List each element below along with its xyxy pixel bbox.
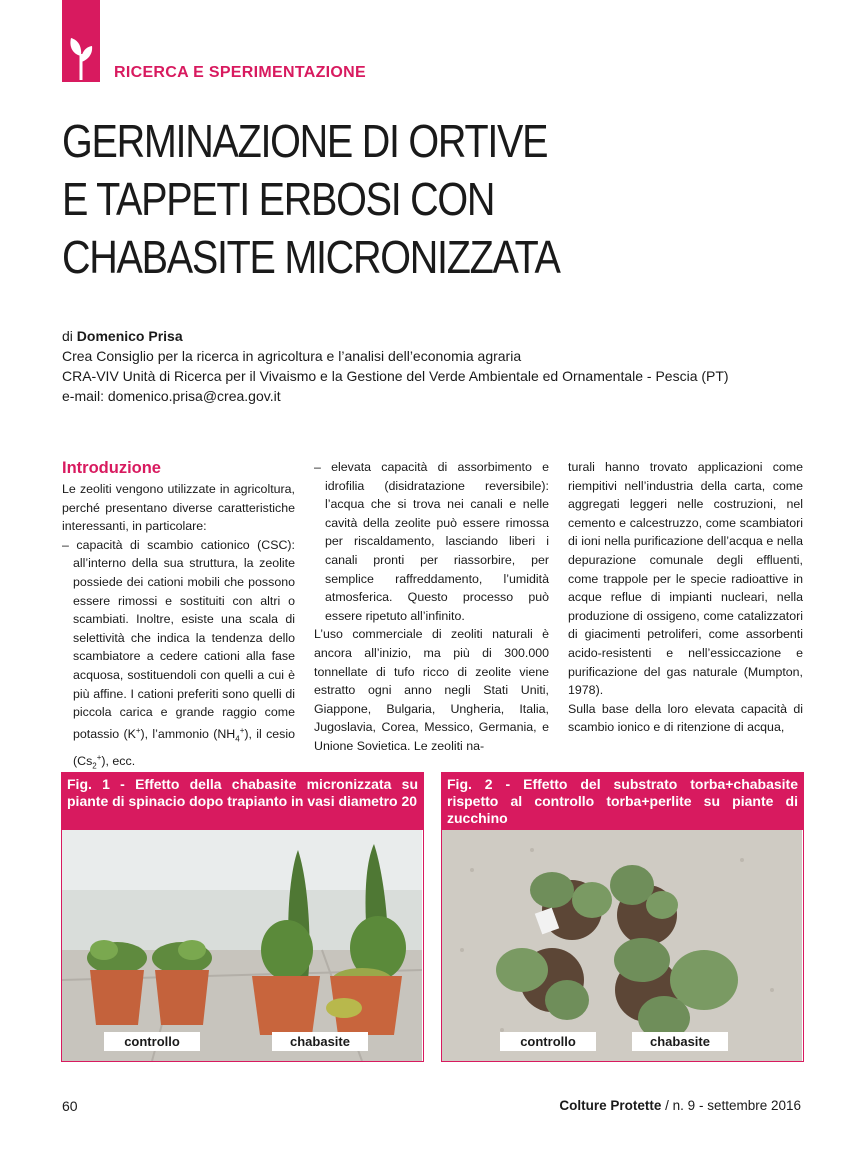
figure-caption: Fig. 2 - Effetto del substrato torba+chabasite rispetto al controllo torba+perlite su piante di zucchino [442, 773, 803, 830]
figure-caption: Fig. 1 - Effetto della chabasite micronizzata su piante di spinacio dopo trapianto in vasi diametro 20 [62, 773, 423, 830]
figure-1 [61, 772, 424, 1062]
article-title [62, 112, 560, 286]
author-name: Domenico Prisa [76, 328, 183, 344]
zucchini-photo [442, 830, 803, 1061]
text-column-2 [314, 458, 549, 756]
issue-info: / n. 9 - settembre 2016 [661, 1098, 801, 1113]
section-label: RICERCA E SPERIMENTAZIONE [114, 64, 366, 81]
text-column-1 [62, 458, 295, 776]
figure-2 [441, 772, 804, 1062]
paragraph: Le zeoliti vengono utilizzate in agricoltura, perché presentano diverse caratteristiche interessanti, in particolare: [62, 482, 295, 534]
label-control: controllo [104, 1032, 200, 1051]
label-chabasite: chabasite [272, 1032, 368, 1051]
spinach-photo [62, 830, 423, 1061]
publication-info [559, 1098, 801, 1113]
sprout-icon [68, 36, 94, 80]
paragraph: L’uso commerciale di zeoliti naturali è ancora all’inizio, ma più di 300.000 tonnellate di tufo ricco di zeolite viene estratto ogni anno negli Stati Uniti, Giappone, Bulgaria, Ungheria, Italia, Jugoslavia, Corea, Messico, Germania, e Unione Sovietica. Le zeoliti na- [314, 627, 549, 753]
label-control: controllo [500, 1032, 596, 1051]
page-number: 60 [62, 1098, 78, 1114]
byline [62, 326, 729, 406]
affiliation: CRA-VIV Unità di Ricerca per il Vivaismo e la Gestione del Verde Ambientale ed Ornamentale - Pescia (PT) [62, 368, 729, 384]
title-line: GERMINAZIONE DI ORTIVE [62, 115, 548, 167]
title-line: CHABASITE MICRONIZZATA [62, 231, 560, 283]
list-item: – capacità di scambio cationico (CSC): all’interno della sua struttura, la zeolite possiede dei cationi mobili che possono essere rimossi e sostituiti con altri o scambiati. Inoltre, esiste una scala di selettività che indica la tendenza dello scambiatore a cedere cationi alla fase acquosa, sostituendoli con quelli a cui è più affine. I cationi preferiti sono quelli di piccola carica e grande raggio come potassio (K+), l’ammonio $(NH_4^+)$, il cesio $(Cs_2^+)$, ecc. [62, 537, 295, 771]
list-item: – elevata capacità di assorbimento e idrofilia (disidratazione reversibile): l’acqua che si trova nei canali e nelle cavità della zeolite può essere rimossa per riscaldamento, lasciando liberi i canali pronti per riassorbire, per semplice raffreddamento, l’umidità atmosferica. Questo processo può essere ripetuto all’infinito. [314, 460, 549, 623]
title-line: E TAPPETI ERBOSI CON [62, 173, 495, 225]
section-heading: Introduzione [62, 459, 161, 477]
byline-prefix: di [62, 328, 73, 344]
text-column-3 [568, 458, 803, 737]
label-chabasite: chabasite [632, 1032, 728, 1051]
affiliation: Crea Consiglio per la ricerca in agricoltura e l’analisi dell’economia agraria [62, 348, 522, 364]
paragraph: turali hanno trovato applicazioni come riempitivi nell’industria della carta, come aggregati leggeri nelle costruzioni, nel cemento e calcestruzzo, come scambiatori di ioni nella purificazione dell’acqua e nella depurazione comunale degli effluenti, come trappole per le specie radioattive in acque reflue di impianti nucleari, nella produzione di ossigeno, come catalizzatori di giacimenti petroliferi, come assorbenti acido-resistenti e nell’essiccazione e purificazione del gas naturale (Mumpton, 1978). [568, 460, 803, 698]
paragraph: Sulla base della loro elevata capacità di scambio ionico e di ritenzione di acqua, [568, 701, 803, 735]
author-email: e-mail: domenico.prisa@crea.gov.it [62, 388, 281, 404]
publication-name: Colture Protette [559, 1098, 662, 1113]
section-tab [62, 0, 100, 82]
